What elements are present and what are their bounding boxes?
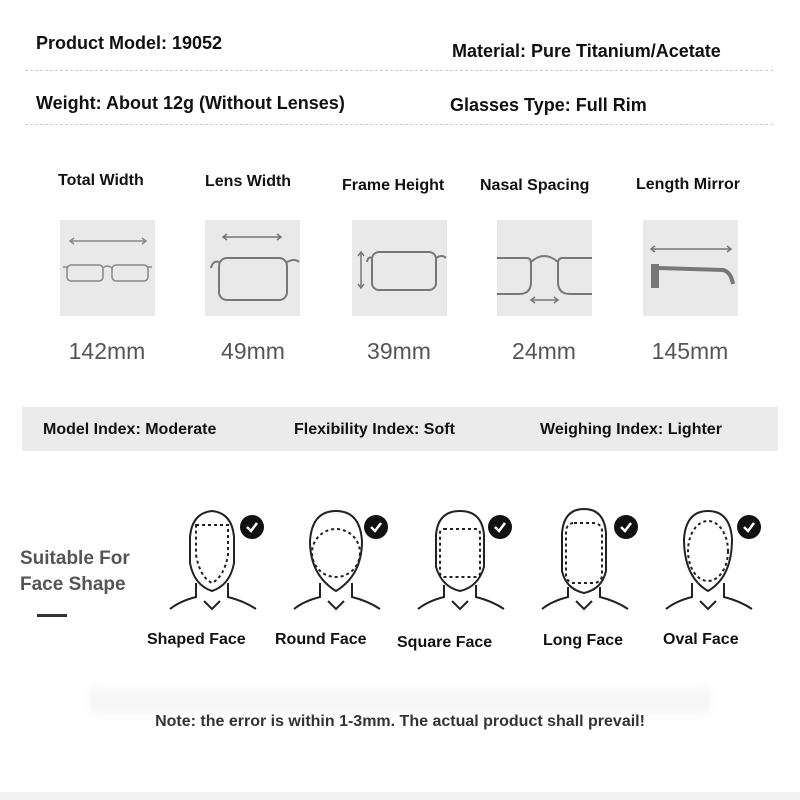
checkmark-icon bbox=[240, 515, 264, 539]
nasal-spacing-glasses-icon bbox=[497, 220, 592, 316]
dimension-value: 49mm bbox=[221, 338, 285, 364]
face-label: Shaped Face bbox=[147, 631, 246, 648]
dimension-value: 39mm bbox=[367, 338, 431, 364]
note-shadow bbox=[90, 688, 710, 714]
face-section-title-line1: Suitable For bbox=[20, 548, 130, 569]
title-dash bbox=[37, 614, 67, 617]
temple-length-glasses-icon bbox=[643, 220, 738, 316]
product-model-text: Product Model: 19052 bbox=[36, 33, 223, 53]
face-section-title-line2: Face Shape bbox=[20, 574, 126, 595]
glasses-type-text: Glasses Type: Full Rim bbox=[450, 95, 647, 115]
total-width-glasses-icon bbox=[60, 220, 155, 316]
weight-text: Weight: About 12g (Without Lenses) bbox=[36, 93, 345, 113]
dimension-value: 145mm bbox=[651, 338, 729, 364]
dimension-value: 24mm bbox=[512, 338, 576, 364]
dimension-label: Lens Width bbox=[205, 173, 292, 190]
weighing-index-text: Weighing Index: Lighter bbox=[540, 421, 722, 438]
checkmark-icon bbox=[614, 515, 638, 539]
dimension-label: Nasal Spacing bbox=[480, 177, 590, 194]
bottom-strip bbox=[0, 792, 800, 800]
checkmark-icon bbox=[737, 515, 761, 539]
lens-width-glasses-icon bbox=[205, 220, 300, 316]
face-label: Round Face bbox=[275, 631, 367, 648]
checkmark-icon bbox=[364, 515, 388, 539]
dimension-label: Frame Height bbox=[342, 177, 445, 194]
face-section-title bbox=[20, 546, 130, 598]
face-label: Square Face bbox=[397, 634, 493, 651]
flexibility-index-text: Flexibility Index: Soft bbox=[294, 421, 455, 438]
frame-height-glasses-icon bbox=[352, 220, 447, 316]
divider bbox=[25, 124, 773, 125]
dimension-label: Total Width bbox=[58, 172, 144, 189]
divider bbox=[25, 70, 773, 71]
model-index-text: Model Index: Moderate bbox=[43, 421, 217, 438]
material-text: Material: Pure Titanium/Acetate bbox=[452, 41, 721, 61]
face-label: Long Face bbox=[543, 632, 624, 649]
index-bar bbox=[22, 407, 778, 451]
dimension-value: 142mm bbox=[68, 338, 146, 364]
checkmark-icon bbox=[488, 515, 512, 539]
face-label: Oval Face bbox=[663, 631, 739, 648]
dimension-label: Length Mirror bbox=[636, 176, 740, 193]
note-text: Note: the error is within 1-3mm. The actual product shall prevail! bbox=[155, 713, 645, 730]
